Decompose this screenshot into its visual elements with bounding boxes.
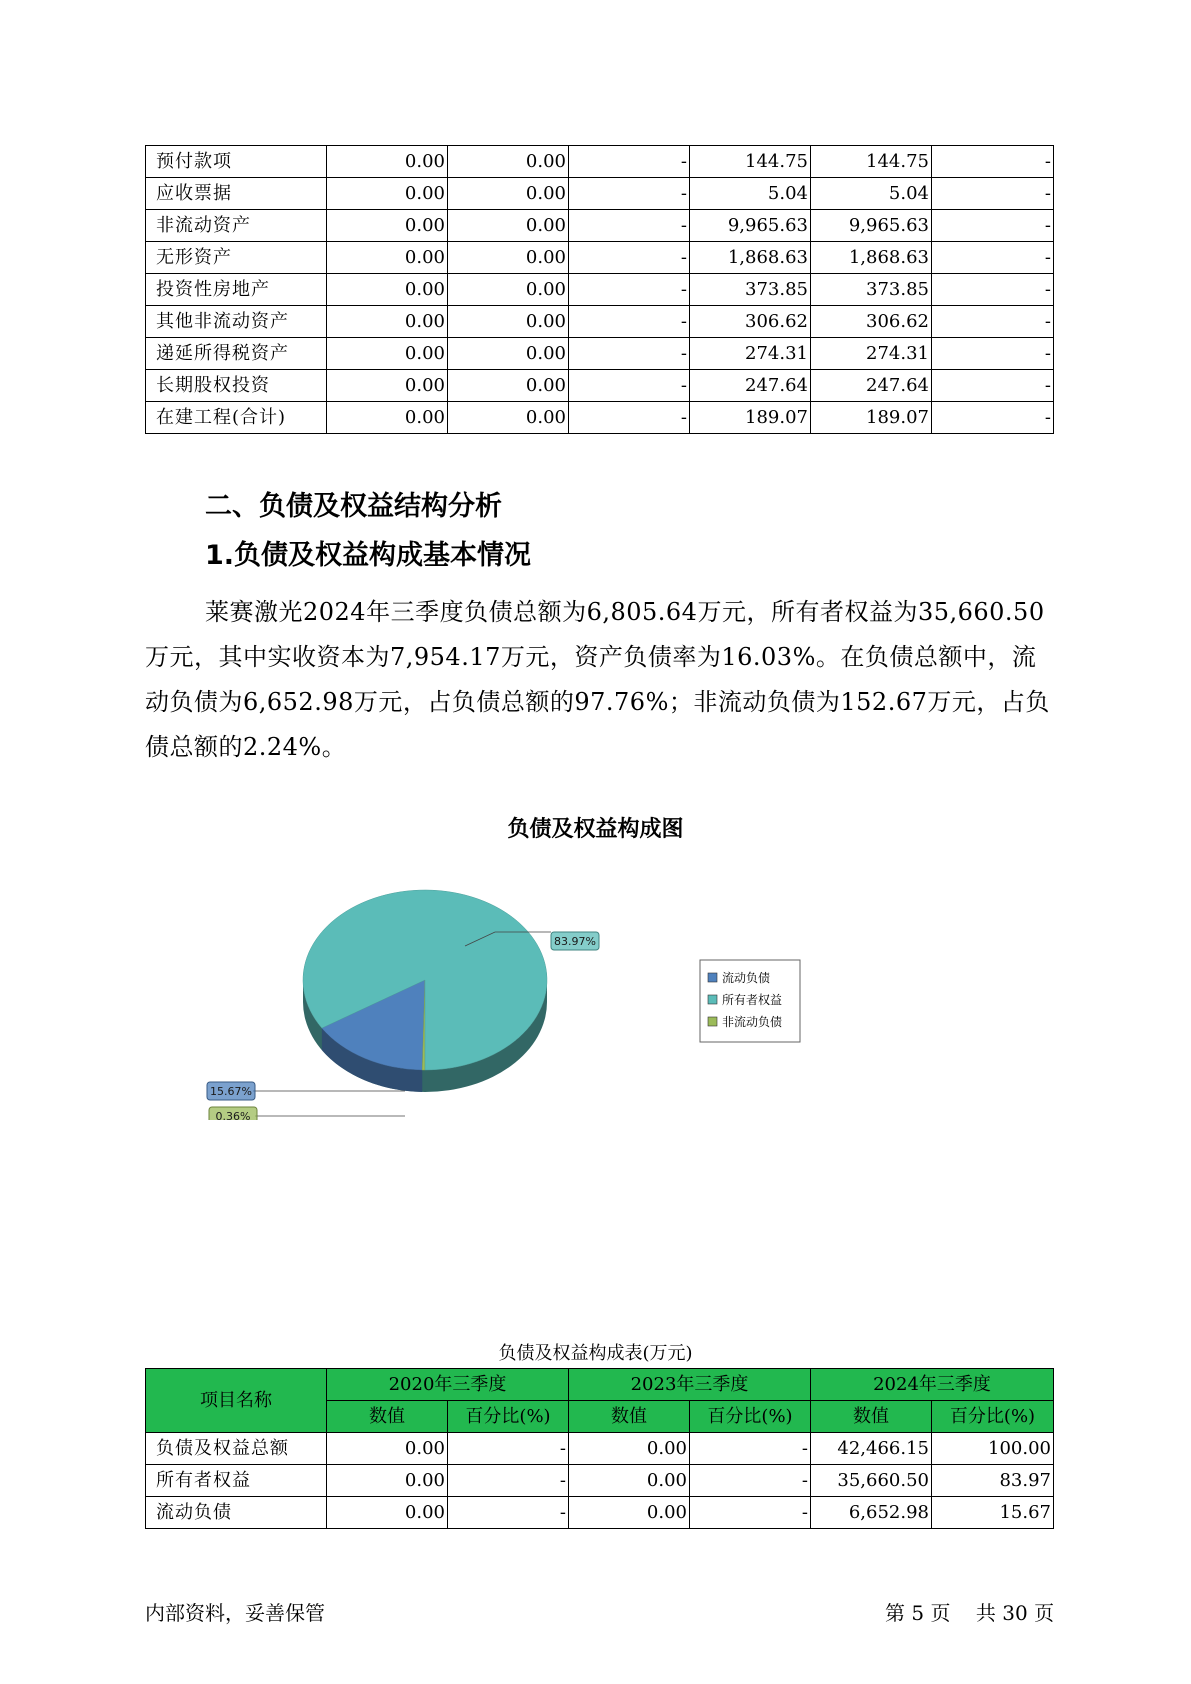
- cell-value: 306.62: [811, 306, 932, 338]
- cell-value: 0.00: [327, 242, 448, 274]
- cell-value: 0.00: [569, 1465, 690, 1497]
- cell-value: 0.00: [569, 1433, 690, 1465]
- cell-value: 0.00: [327, 274, 448, 306]
- cell-value: 373.85: [690, 274, 811, 306]
- cell-value: 9,965.63: [690, 210, 811, 242]
- header-period-1: 2020年三季度: [327, 1369, 569, 1401]
- cell-value: -: [932, 210, 1054, 242]
- cell-value: -: [569, 274, 690, 306]
- cell-value: -: [932, 306, 1054, 338]
- row-label: 流动负债: [146, 1497, 327, 1529]
- row-label: 递延所得税资产: [146, 338, 327, 370]
- legend-item-current-liabilities: 流动负债: [722, 971, 771, 985]
- cell-value: 6,652.98: [811, 1497, 932, 1529]
- header-pct: 百分比(%): [932, 1401, 1054, 1433]
- row-label: 其他非流动资产: [146, 306, 327, 338]
- row-label: 应收票据: [146, 178, 327, 210]
- table-row: [146, 146, 1054, 178]
- legend-item-noncurrent-liabilities-swatch: [708, 1017, 717, 1026]
- cell-value: 247.64: [811, 370, 932, 402]
- cell-value: 0.00: [448, 178, 569, 210]
- footer-page-info: [885, 1597, 1054, 1626]
- cell-value: -: [932, 242, 1054, 274]
- row-label: 长期股权投资: [146, 370, 327, 402]
- row-label: 在建工程(合计): [146, 402, 327, 434]
- cell-value: -: [932, 370, 1054, 402]
- cell-value: -: [569, 178, 690, 210]
- table-row: [146, 402, 1054, 434]
- cell-value: 5.04: [811, 178, 932, 210]
- cell-value: 0.00: [327, 306, 448, 338]
- cell-value: 0.00: [448, 274, 569, 306]
- cell-value: -: [932, 402, 1054, 434]
- cell-value: 0.00: [327, 370, 448, 402]
- cell-value: 0.00: [448, 338, 569, 370]
- liability-equity-table: [145, 1368, 1054, 1529]
- page-unit: 页: [930, 1601, 951, 1625]
- assets-detail-table: [145, 145, 1054, 434]
- cell-value: 0.00: [448, 306, 569, 338]
- legend-item-owners-equity-swatch: [708, 995, 717, 1004]
- pie-chart: [195, 880, 815, 1120]
- cell-value: 5.04: [690, 178, 811, 210]
- cell-value: 100.00: [932, 1433, 1054, 1465]
- table-row: [146, 370, 1054, 402]
- table-row: [146, 210, 1054, 242]
- cell-value: -: [569, 402, 690, 434]
- cell-value: 0.00: [327, 210, 448, 242]
- total-pages: 30: [1002, 1601, 1028, 1625]
- table-row: [146, 274, 1054, 306]
- header-period-3: 2024年三季度: [811, 1369, 1054, 1401]
- cell-value: 144.75: [811, 146, 932, 178]
- row-label: 预付款项: [146, 146, 327, 178]
- pie-label-current-liabilities: 15.67%: [210, 1085, 252, 1098]
- cell-value: 0.00: [448, 210, 569, 242]
- table-caption: 负债及权益构成表(万元): [498, 1343, 693, 1364]
- cell-value: 0.00: [448, 402, 569, 434]
- row-label: 无形资产: [146, 242, 327, 274]
- cell-value: 0.00: [327, 402, 448, 434]
- cell-value: -: [569, 242, 690, 274]
- cell-value: 0.00: [448, 370, 569, 402]
- header-pct: 百分比(%): [690, 1401, 811, 1433]
- cell-value: 1,868.63: [811, 242, 932, 274]
- table-row: [146, 1497, 1054, 1529]
- row-label: 所有者权益: [146, 1465, 327, 1497]
- header-value: 数值: [327, 1401, 448, 1433]
- analysis-paragraph: 莱赛激光2024年三季度负债总额为6,805.64万元，所有者权益为35,660.50万元，其中实收资本为7,954.17万元，资产负债率为16.03%。在负债总额中，流动负债为6,652.98万元，占负债总额的97.76%；非流动负债为152.67万元，占负债总额的2.24%。: [145, 598, 1050, 761]
- cell-value: 247.64: [690, 370, 811, 402]
- table-row: [146, 1433, 1054, 1465]
- cell-value: 0.00: [327, 1497, 448, 1529]
- cell-value: 189.07: [690, 402, 811, 434]
- total-unit: 页: [1034, 1601, 1055, 1625]
- row-label: 投资性房地产: [146, 274, 327, 306]
- cell-value: 144.75: [690, 146, 811, 178]
- table-row: [146, 242, 1054, 274]
- footer-confidential: 内部资料，妥善保管: [145, 1601, 325, 1625]
- cell-value: -: [569, 338, 690, 370]
- cell-value: 306.62: [690, 306, 811, 338]
- row-label: 负债及权益总额: [146, 1433, 327, 1465]
- header-value: 数值: [569, 1401, 690, 1433]
- cell-value: 0.00: [327, 1465, 448, 1497]
- cell-value: -: [569, 306, 690, 338]
- table-row: [146, 178, 1054, 210]
- legend-item-owners-equity: 所有者权益: [722, 993, 783, 1007]
- section-heading: 二、负债及权益结构分析: [205, 491, 502, 522]
- cell-value: 35,660.50: [811, 1465, 932, 1497]
- cell-value: 83.97: [932, 1465, 1054, 1497]
- cell-value: -: [932, 274, 1054, 306]
- legend-item-current-liabilities-swatch: [708, 973, 717, 982]
- sub-heading: 1.负债及权益构成基本情况: [205, 540, 532, 571]
- cell-value: 373.85: [811, 274, 932, 306]
- pie-label-noncurrent-liabilities: 0.36%: [215, 1110, 251, 1120]
- page-prefix: 第: [885, 1601, 905, 1625]
- cell-value: -: [932, 146, 1054, 178]
- table-row: [146, 306, 1054, 338]
- cell-value: 274.31: [811, 338, 932, 370]
- cell-value: 0.00: [327, 178, 448, 210]
- cell-value: 42,466.15: [811, 1433, 932, 1465]
- cell-value: -: [690, 1465, 811, 1497]
- table-row: [146, 338, 1054, 370]
- cell-value: 9,965.63: [811, 210, 932, 242]
- cell-value: -: [448, 1433, 569, 1465]
- cell-value: 0.00: [327, 146, 448, 178]
- cell-value: 0.00: [448, 242, 569, 274]
- page-number: 5: [911, 1601, 925, 1625]
- total-prefix: 共: [975, 1601, 996, 1625]
- cell-value: 189.07: [811, 402, 932, 434]
- cell-value: -: [569, 146, 690, 178]
- cell-value: 0.00: [448, 146, 569, 178]
- cell-value: -: [690, 1497, 811, 1529]
- cell-value: 0.00: [569, 1497, 690, 1529]
- cell-value: 0.00: [327, 338, 448, 370]
- pie-label-owners-equity: 83.97%: [554, 935, 596, 948]
- header-pct: 百分比(%): [448, 1401, 569, 1433]
- cell-value: -: [932, 178, 1054, 210]
- header-value: 数值: [811, 1401, 932, 1433]
- header-period-2: 2023年三季度: [569, 1369, 811, 1401]
- cell-value: 1,868.63: [690, 242, 811, 274]
- cell-value: -: [448, 1465, 569, 1497]
- table-row: [146, 1465, 1054, 1497]
- cell-value: 0.00: [327, 1433, 448, 1465]
- chart-title: 负债及权益构成图: [507, 817, 684, 842]
- cell-value: -: [448, 1497, 569, 1529]
- legend-item-noncurrent-liabilities: 非流动负债: [722, 1015, 783, 1029]
- row-label: 非流动资产: [146, 210, 327, 242]
- cell-value: 15.67: [932, 1497, 1054, 1529]
- cell-value: -: [690, 1433, 811, 1465]
- cell-value: -: [569, 370, 690, 402]
- cell-value: -: [569, 210, 690, 242]
- cell-value: -: [932, 338, 1054, 370]
- cell-value: 274.31: [690, 338, 811, 370]
- header-item-name: 项目名称: [146, 1369, 327, 1433]
